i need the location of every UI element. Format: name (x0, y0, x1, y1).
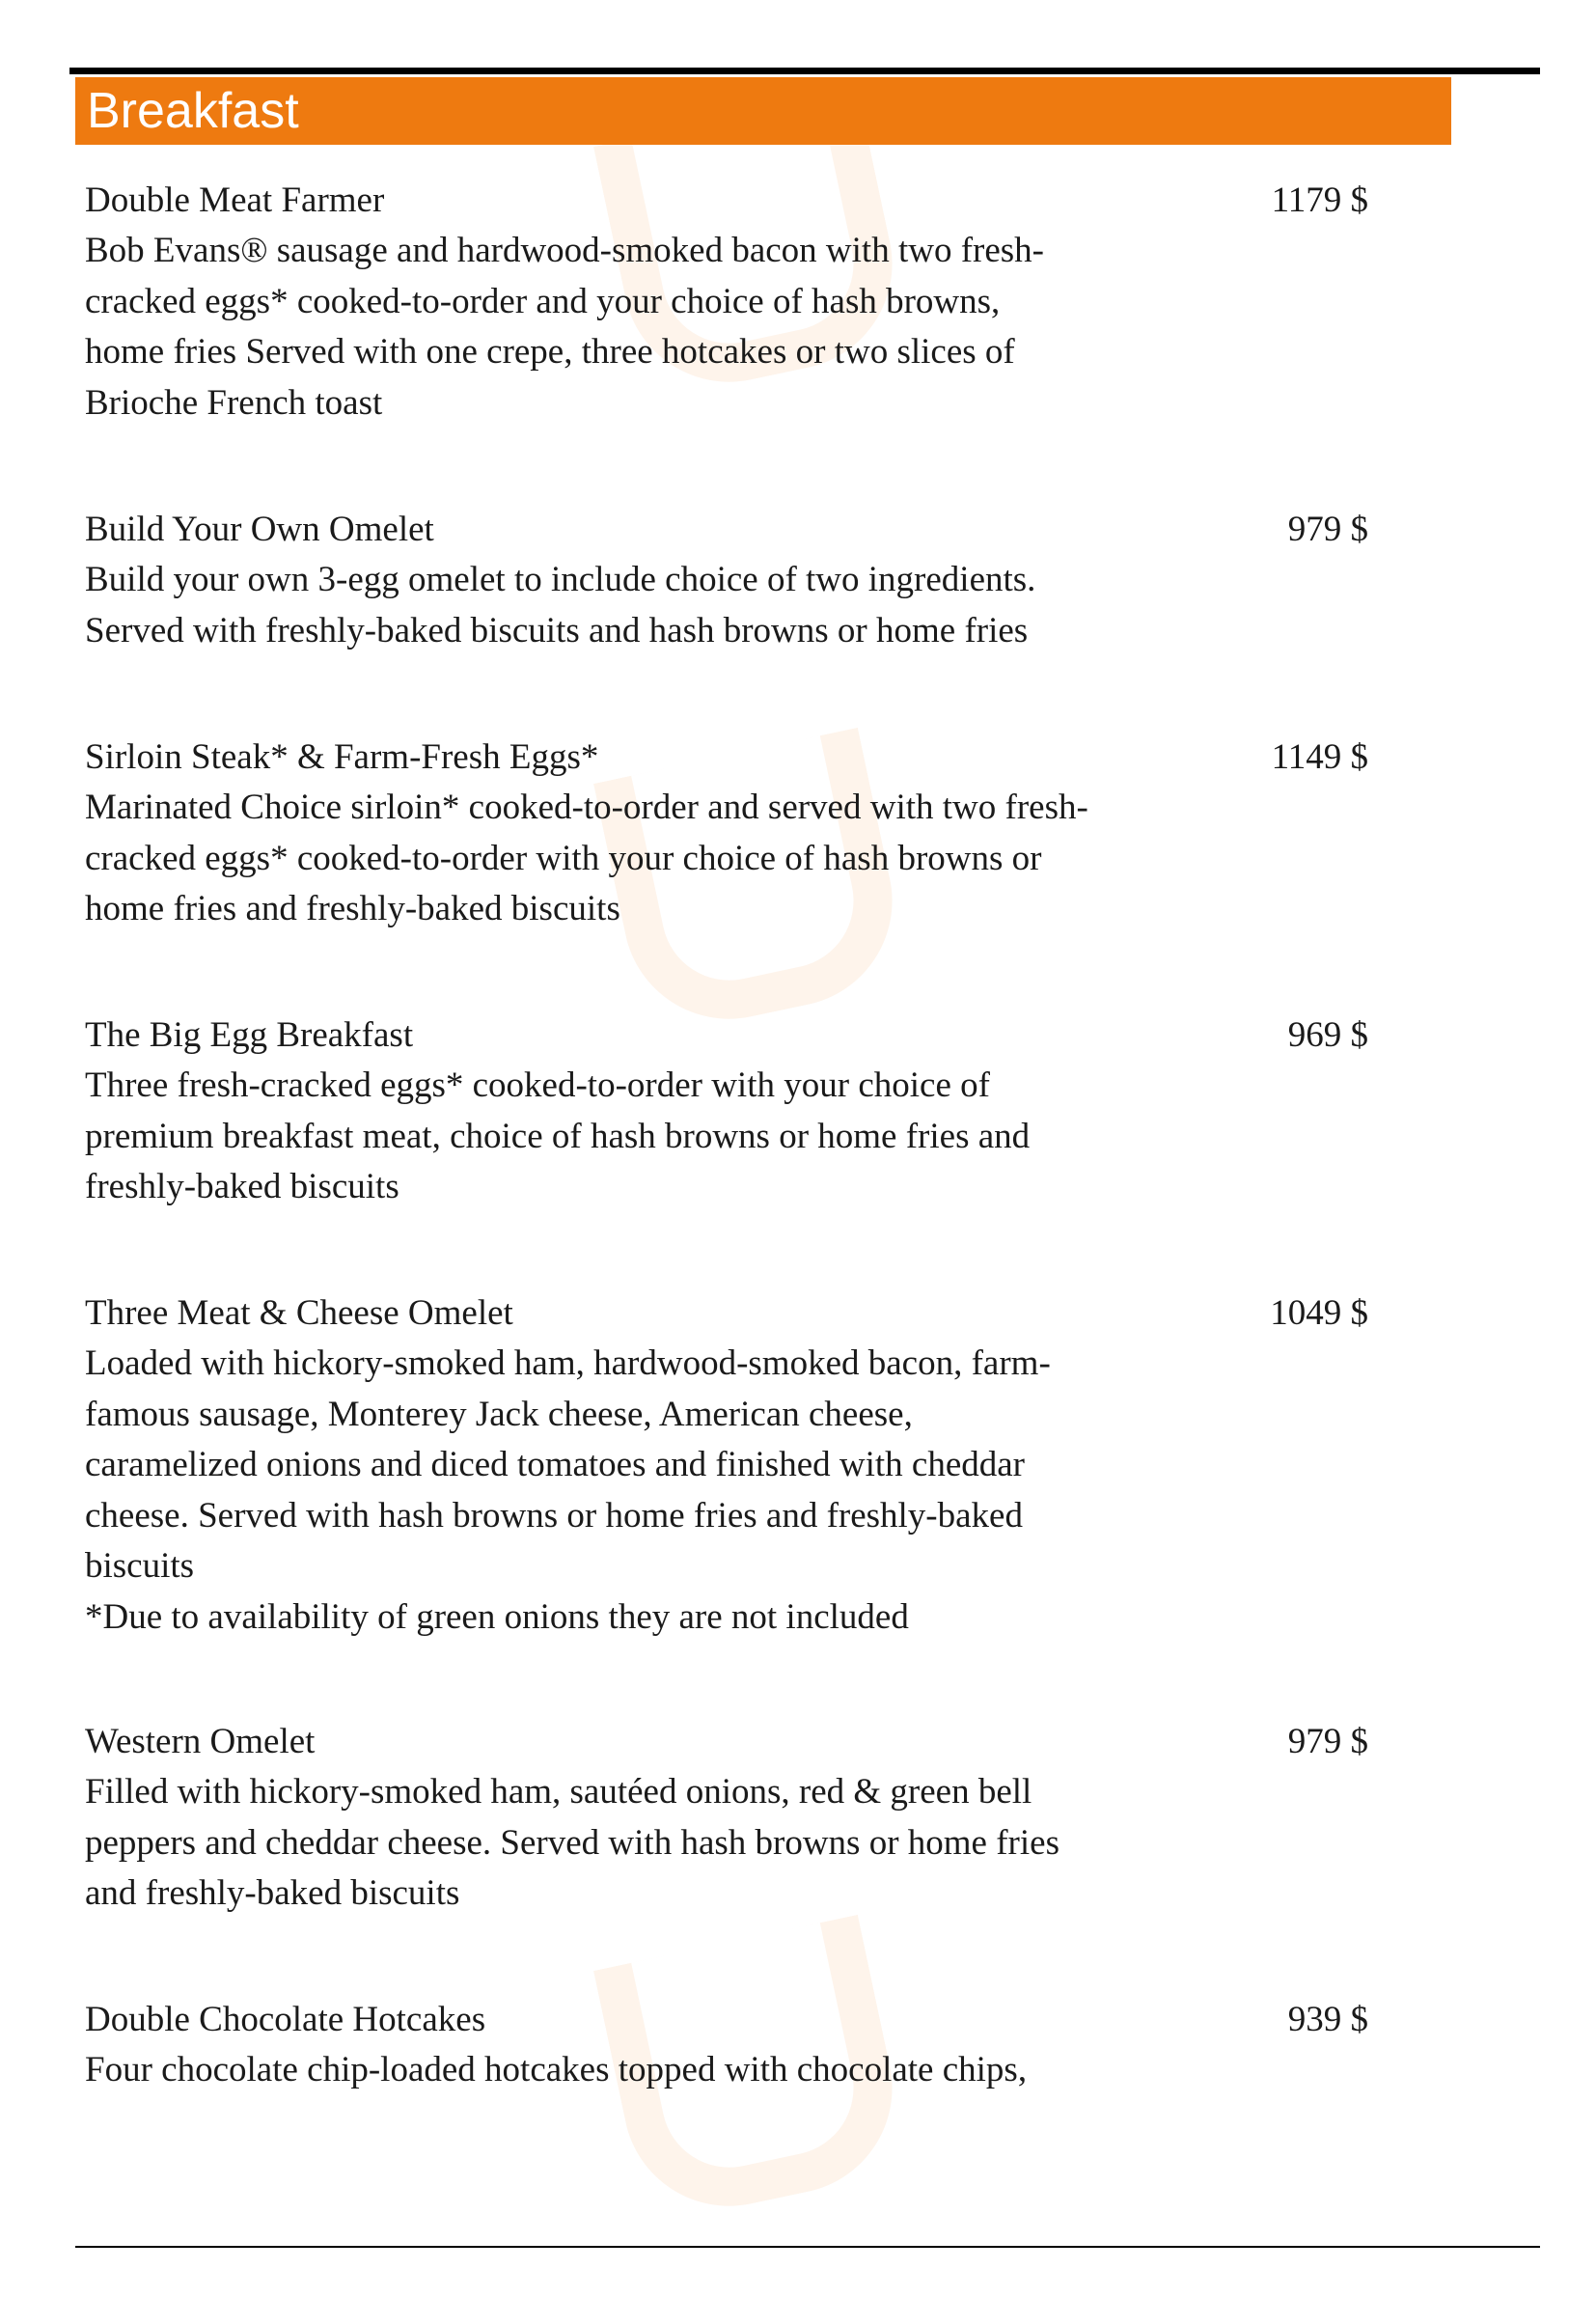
menu-item-description (85, 1061, 1368, 1213)
menu-item (85, 505, 1368, 656)
description-line: home fries and freshly-baked biscuits (85, 889, 620, 928)
description-line: cracked eggs* cooked-to-order with your choice of hash browns or (85, 838, 1042, 878)
description-line: and freshly-baked biscuits (85, 1873, 460, 1913)
description-line: Served with freshly-baked biscuits and hash browns or home fries (85, 610, 1029, 650)
menu-item-price: 1049 $ (1270, 1293, 1368, 1333)
description-line: peppers and cheddar cheese. Served with hash browns or home fries (85, 1822, 1059, 1863)
description-line: Four chocolate chip-loaded hotcakes topped with chocolate chips, (85, 2050, 1028, 2089)
description-line: cracked eggs* cooked-to-order and your choice of hash browns, (85, 281, 1001, 321)
description-line: Build your own 3-egg omelet to include choice of two ingredients. (85, 560, 1036, 599)
menu-item-price: 969 $ (1287, 1015, 1368, 1055)
menu-item (85, 176, 1368, 429)
description-line: Marinated Choice sirloin* cooked-to-order and served with two fresh- (85, 788, 1088, 827)
menu-item-description (85, 2045, 1368, 2096)
description-line: home fries Served with one crepe, three hotcakes or two slices of (85, 332, 1015, 372)
menu-item-description (85, 1767, 1368, 1920)
menu-item-description (85, 783, 1368, 935)
bottom-rule (75, 2246, 1540, 2248)
menu-item-name: Double Meat Farmer (85, 180, 385, 220)
description-line: Bob Evans® sausage and hardwood-smoked bacon with two fresh- (85, 231, 1044, 270)
menu-item-name: Sirloin Steak* & Farm-Fresh Eggs* (85, 737, 599, 777)
menu-item-price: 1149 $ (1271, 737, 1368, 777)
menu-item-price: 1179 $ (1271, 180, 1368, 220)
menu-item-name: Western Omelet (85, 1722, 316, 1761)
menu-item-description (85, 555, 1368, 656)
menu-item-price: 939 $ (1287, 2000, 1368, 2039)
description-line: Three fresh-cracked eggs* cooked-to-order with your choice of (85, 1065, 990, 1105)
menu-item-name: The Big Egg Breakfast (85, 1015, 414, 1055)
description-line: biscuits (85, 1546, 195, 1586)
menu-item (85, 733, 1368, 935)
description-line: premium breakfast meat, choice of hash browns or home fries and (85, 1116, 1031, 1156)
menu-item-description (85, 1339, 1368, 1643)
menu-item-description (85, 226, 1368, 429)
description-line: cheese. Served with hash browns or home fries and freshly-baked (85, 1495, 1023, 1536)
description-line: Brioche French toast (85, 382, 383, 423)
description-line: freshly-baked biscuits (85, 1167, 399, 1206)
description-line: Filled with hickory-smoked ham, sautéed onions, red & green bell (85, 1772, 1032, 1812)
section-header (75, 77, 1451, 145)
menu-item-price: 979 $ (1287, 510, 1368, 549)
top-rule (69, 68, 1540, 74)
menu-item-name: Three Meat & Cheese Omelet (85, 1293, 513, 1333)
description-line: caramelized onions and diced tomatoes and finished with cheddar (85, 1445, 1025, 1484)
description-line: *Due to availability of green onions they are not included (85, 1596, 909, 1637)
menu-item-name: Build Your Own Omelet (85, 510, 434, 549)
menu-item (85, 1717, 1368, 1920)
description-line: Loaded with hickory-smoked ham, hardwood-smoked bacon, farm- (85, 1343, 1051, 1383)
menu-item (85, 1995, 1368, 2096)
menu-item-name: Double Chocolate Hotcakes (85, 2000, 486, 2039)
menu-item (85, 1010, 1368, 1213)
menu-item (85, 1288, 1368, 1643)
description-line: famous sausage, Monterey Jack cheese, American cheese, (85, 1394, 913, 1434)
menu-item-price: 979 $ (1287, 1722, 1368, 1761)
section-title: Breakfast (87, 83, 299, 139)
